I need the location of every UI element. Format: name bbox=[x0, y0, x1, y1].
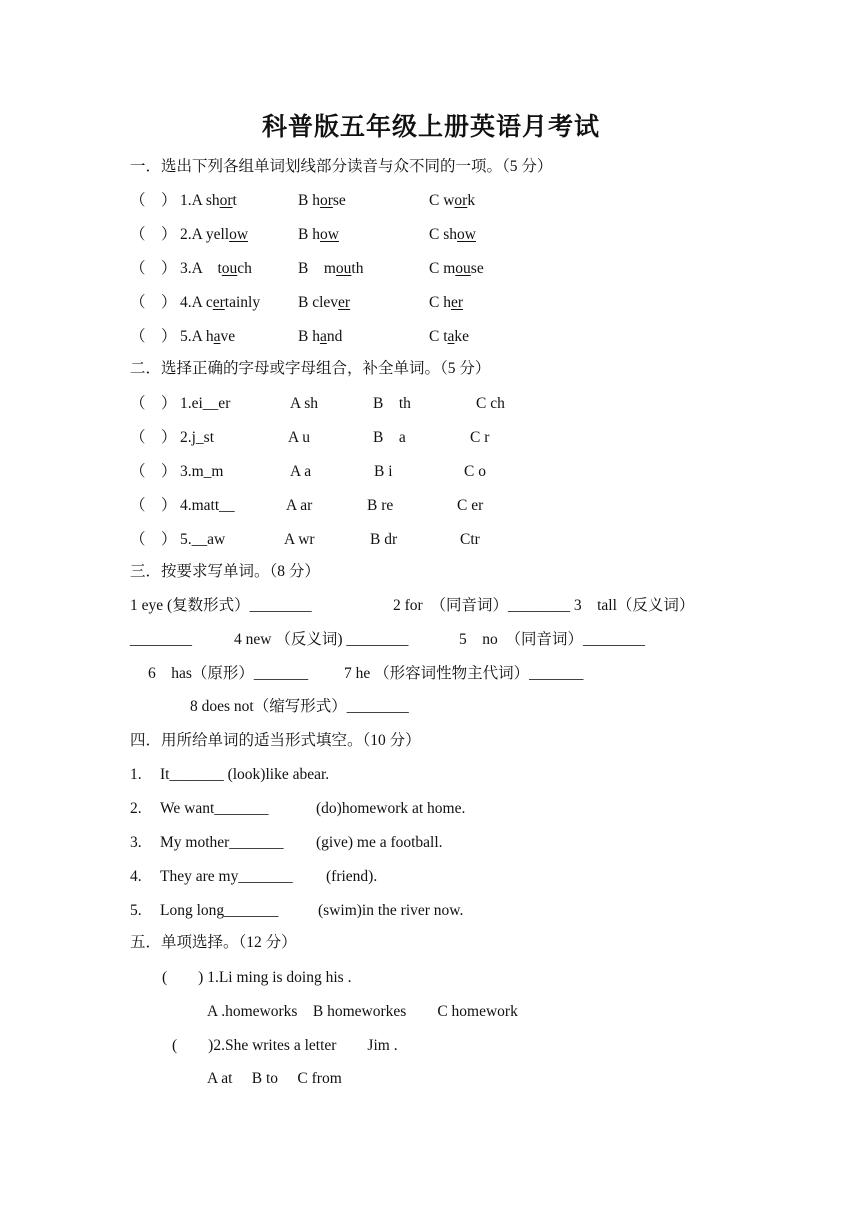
q4-sentence: My mother_______ bbox=[160, 834, 284, 851]
option-b bbox=[298, 225, 339, 245]
q4-number: 2. bbox=[130, 800, 142, 817]
option-q bbox=[180, 293, 260, 313]
option-q bbox=[180, 191, 237, 211]
underlined-letters: ou bbox=[335, 260, 352, 277]
q2-a: A u bbox=[288, 429, 310, 446]
q2-c: Ctr bbox=[460, 531, 480, 548]
option-text-part: ch bbox=[237, 260, 252, 277]
q2-paren: （ ） bbox=[130, 531, 177, 548]
underlined-letters: ou bbox=[455, 260, 471, 277]
q4-hint: (friend). bbox=[326, 868, 378, 885]
option-text-part: C m bbox=[429, 260, 456, 277]
q2-q: 3.m_m bbox=[180, 463, 224, 480]
q2-c: C ch bbox=[476, 395, 505, 412]
option-text-part: t bbox=[232, 192, 237, 209]
option-text-part: B m bbox=[298, 260, 336, 277]
q2-c: C er bbox=[457, 497, 484, 514]
q2-q: 1.ei__er bbox=[180, 395, 231, 412]
q5-1: ( ) 1.Li ming is doing his . bbox=[162, 969, 352, 986]
option-text-part: k bbox=[467, 192, 476, 209]
q3-1: 1 eye (复数形式）________ bbox=[130, 597, 312, 614]
option-text-part: B h bbox=[298, 226, 320, 243]
section-2-heading: 二．选择正确的字母或字母组合，补全单词。（5 分） bbox=[130, 360, 491, 377]
option-text-part: C h bbox=[429, 294, 451, 311]
q2-c: C o bbox=[464, 463, 486, 480]
q2-a: A sh bbox=[290, 395, 318, 412]
option-c bbox=[429, 259, 484, 279]
q4-hint: (give) me a football. bbox=[316, 834, 443, 851]
option-text-part: se bbox=[470, 260, 484, 277]
q2-paren: （ ） bbox=[130, 395, 177, 412]
q3-6: 6 has（原形）_______ bbox=[148, 665, 309, 682]
q4-number: 1. bbox=[130, 766, 142, 783]
option-text-part: B clev bbox=[298, 294, 339, 311]
answer-paren: （ ） bbox=[130, 192, 177, 209]
q2-paren: （ ） bbox=[130, 429, 177, 446]
q2-c: C r bbox=[470, 429, 490, 446]
q2-q: 2.j_st bbox=[180, 429, 215, 446]
option-b bbox=[298, 293, 350, 313]
underlined-letters: or bbox=[219, 192, 233, 209]
option-text-part: ve bbox=[220, 328, 236, 345]
section-4-heading: 四．用所给单词的适当形式填空。（10 分） bbox=[130, 732, 421, 749]
underlined-letters: or bbox=[319, 192, 333, 209]
answer-paren: （ ） bbox=[130, 226, 177, 243]
q4-hint: (do)homework at home. bbox=[316, 800, 466, 817]
q3-5: 5 no （同音词）________ bbox=[459, 631, 646, 648]
option-c bbox=[429, 293, 463, 313]
q4-sentence: We want_______ bbox=[160, 800, 269, 817]
q3-3-blank: ________ bbox=[130, 631, 192, 648]
option-q bbox=[180, 327, 235, 347]
underlined-letters: ow bbox=[319, 226, 339, 243]
option-c bbox=[429, 191, 475, 211]
answer-paren: （ ） bbox=[130, 328, 177, 345]
q2-b: B dr bbox=[370, 531, 398, 548]
option-text-part: 1.A sh bbox=[180, 192, 220, 209]
option-text-part: ke bbox=[454, 328, 470, 345]
q5-2-options: A at B to C from bbox=[207, 1070, 342, 1087]
underlined-letters: or bbox=[454, 192, 468, 209]
q2-b: B a bbox=[373, 429, 406, 446]
q2-paren: （ ） bbox=[130, 463, 177, 480]
q2-q: 5.__aw bbox=[180, 531, 226, 548]
q4-sentence: It_______ (look)like abear. bbox=[160, 766, 330, 783]
q3-4: 4 new （反义词) ________ bbox=[234, 631, 409, 648]
option-text-part: 2.A yell bbox=[180, 226, 230, 243]
q3-7: 7 he （形容词性物主代词）_______ bbox=[344, 665, 584, 682]
option-q bbox=[180, 225, 248, 245]
underlined-letters: a bbox=[447, 328, 455, 345]
option-text-part: tainly bbox=[224, 294, 261, 311]
underlined-letters: ou bbox=[221, 260, 238, 277]
q4-sentence: Long long_______ bbox=[160, 902, 279, 919]
section-1-heading: 一．选出下列各组单词划线部分读音与众不同的一项。（5 分） bbox=[130, 158, 553, 175]
section-5-heading: 五．单项选择。（12 分） bbox=[130, 934, 297, 951]
option-b bbox=[298, 259, 363, 279]
option-text-part: nd bbox=[326, 328, 343, 345]
q2-b: B i bbox=[374, 463, 393, 480]
q3-2-3: 2 for （同音词）________ 3 tall（反义词） bbox=[393, 597, 695, 614]
option-text-part: C t bbox=[429, 328, 448, 345]
q2-q: 4.matt__ bbox=[180, 497, 235, 514]
q2-a: A ar bbox=[286, 497, 313, 514]
option-text-part: C w bbox=[429, 192, 455, 209]
option-c bbox=[429, 327, 469, 347]
q5-2: ( )2.She writes a letter Jim . bbox=[172, 1037, 398, 1054]
option-q bbox=[180, 259, 252, 279]
option-text-part: th bbox=[351, 260, 364, 277]
q4-hint: (swim)in the river now. bbox=[318, 902, 464, 919]
option-text-part: 4.A c bbox=[180, 294, 213, 311]
underlined-letters: er bbox=[212, 294, 225, 311]
underlined-letters: er bbox=[338, 294, 351, 311]
option-text-part: 5.A h bbox=[180, 328, 214, 345]
q4-number: 3. bbox=[130, 834, 142, 851]
option-text-part: se bbox=[332, 192, 346, 209]
underlined-letters: er bbox=[450, 294, 464, 311]
option-b bbox=[298, 327, 342, 347]
section-3-heading: 三．按要求写单词。（8 分） bbox=[130, 563, 320, 580]
option-b bbox=[298, 191, 346, 211]
underlined-letters: a bbox=[213, 328, 221, 345]
q5-1-options: A .homeworks B homeworkes C homework bbox=[207, 1003, 518, 1020]
q2-b: B re bbox=[367, 497, 394, 514]
q3-8: 8 does not（缩写形式）________ bbox=[190, 698, 409, 715]
underlined-letters: a bbox=[319, 328, 327, 345]
answer-paren: （ ） bbox=[130, 294, 177, 311]
q2-paren: （ ） bbox=[130, 497, 177, 514]
answer-paren: （ ） bbox=[130, 260, 177, 277]
underlined-letters: ow bbox=[457, 226, 476, 243]
page-title: 科普版五年级上册英语月考试 bbox=[262, 114, 601, 141]
option-text-part: B h bbox=[298, 192, 320, 209]
q4-sentence: They are my_______ bbox=[160, 868, 293, 885]
q2-a: A wr bbox=[284, 531, 315, 548]
q4-number: 4. bbox=[130, 868, 142, 885]
q2-a: A a bbox=[290, 463, 312, 480]
option-text-part: 3.A t bbox=[180, 260, 222, 277]
underlined-letters: ow bbox=[229, 226, 249, 243]
q2-b: B th bbox=[373, 395, 411, 412]
option-text-part: C sh bbox=[429, 226, 457, 243]
option-c bbox=[429, 225, 476, 245]
option-text-part: B h bbox=[298, 328, 320, 345]
q4-number: 5. bbox=[130, 902, 142, 919]
